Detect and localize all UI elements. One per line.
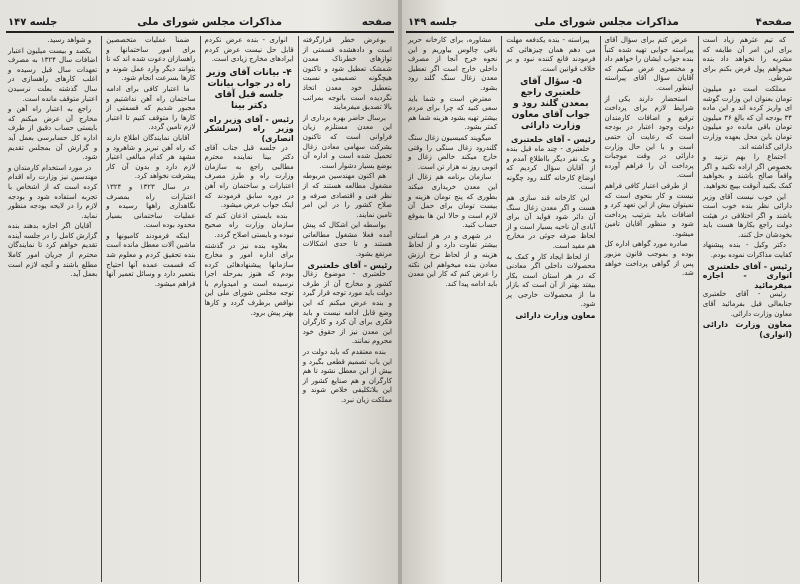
columns [4,36,396,582]
paragraph: یکصد و بیست میلیون اعتبار اضافات سال ۱۳۲۴ به مصرف تعهدات سال قبل رسیده و اغلب کارهای راهسازی در سال گذشته بعلت نرسیدن اعتبار متوقف مانده است. [8,46,98,103]
paragraph: خلعتبری - موضوع زغال کشور و مخارج آن از طرف دولت باید مورد توجه قرار گیرد و بنده عرض میکنم که این وضع قابل ادامه نیست و باید فکری برای آن کرد و کارگران این معدن نیز از حقوق خود محروم نمانند. [302,270,392,346]
paragraph: بواسطه این اشکال که پیش آمده فعلا مشغول مطالعاتی هستند و تا حدی اشکالات مرتفع بشود. [302,221,392,259]
speaker-label: معاون وزارت دارائی (انواری) [702,320,792,339]
paragraph: ما اعتبار کافی برای ادامه ساختمان راه آهن نداشتیم و مجبور شدیم که قسمتی از کارها را متوقف کنیم تا اعتبار لازم تامین گردد. [106,84,196,132]
page-header [8,14,392,30]
header-rule [406,31,794,33]
column [200,36,298,582]
speaker-label: رئیس - آقای خلعتبری [707,261,792,271]
paragraph: بعلاوه بنده نیز در گذشته برای اداره امور و مخارج سازمانها پیشنهادهائی کرده بودم که هنوز بمرحله اجرا نرسیده است و امیدوارم با توجه مجلس شورای ملی این نواقص برطرف گردد و کارها بهتر پیش برود. [204,241,294,317]
paragraph: عرض کنم برای سؤال آقای پیراسته جوابی تهیه شده کتباً بنده جواب ایشان را خواهم داد و مختصری عرض میکنم که آقایان سؤال آقای پیراسته اینطور است. [604,36,694,92]
speaker-label: وزیر راه (سرلشکر انصاری) [204,124,294,143]
paragraph: انواری - بنده عرض نکردم قابل حل نیست عرض کردم ایرادهای مخارج زیادی است. [204,36,294,64]
paragraph: ضمناً عملیات متخصصین برای امور ساختمانها و راهسازان دعوت شده اند که تا بتوانند دیگر وارد عمل شوند و کارها بسرعت انجام شود. [106,36,196,83]
paragraph: از لحاظ ایجاد کار و کمک به محصولات داخلی اگر معادنی که در هر استان است بکار بیفتد بهتر از آن است که بازار ما از محصولات خارجی پر شود. [506,252,596,309]
paragraph: معترض است و شما باید سعی کنید که چرا برای مردم بیشتر تهیه بشود هزینه شما هم کمتر بشود. [408,94,498,132]
header-rule [6,31,394,33]
paragraph: آقایان نمایندگان اطلاع دارند که راه آهن تبریز و شاهرود و مشهد هر کدام مبالغی اعتبار لازم دارد و بدون آن کار پیشرفت نخواهد کرد. [106,133,196,181]
column [4,36,101,582]
column [501,36,599,582]
paragraph: در جلسه قبل جناب آقای دکتر بینا نماینده محترم مطالبی راجع به سازمان وزارت راه و طرز مصرف اعتبارات و ساختمان راه آهن در دوره سابق فرمودند که اینک جواب عرض میشود. [204,143,294,210]
page-gutter [398,0,402,584]
paragraph: در مورد استخدام کارمندان و مهندسین نیز وزارت راه اقدام کرده است که از اشخاص با تجربه استفاده شود و بودجه لازم را در لایحه بودجه منظور نماید. [8,163,98,220]
paragraph: بنده معتقدم که باید دولت در این باب تصمیم قطعی بگیرد و بیش از این معطل نشود تا هم کارگران و هم صنایع کشور از این بلاتکلیفی خلاص شوند و مملکت زیان نبرد. [302,348,392,404]
speaker-label: معاون وزارت دارائی [515,311,596,321]
paragraph: رئیس - آقای خلعتبری جنابعالی قبل بفرمائید آقای معاون وزارت دارائی. [702,290,792,318]
session-label: جلسه ۱۴۹ [408,16,458,28]
paragraph: صادره مورد گواهی اداره کل بوده و بموجب قانون مزبور پس از گواهی پرداخت خواهد شد. [604,240,694,278]
paragraph: برسال حاضر بهره برداری از این معدن مستلزم زیان فراوانی است که تاکنون بشرکت سهامی معادن زغال تحمیل شده است و اداره آن بوضع بسیار دشوار است. [302,113,392,170]
paragraph: بوعرض خطر قرارگرفته است و دادهشده قسمتی از توازهای خطرناک معدن شمشک تعطیل شود و تاکنون هیچگونه تصمیمی نسبت بتعطیل خود معدن اتخاذ نگردیده است باتوجه بمراتب بالا تصدیق میفرمایند [302,36,392,112]
right-page [400,0,800,584]
page-title: مذاکرات مجلس شورای ملی [534,16,679,28]
session-label: جلسه ۱۴۷ [8,16,58,28]
page-title: مذاکرات مجلس شورای ملی [137,16,282,28]
paragraph: اجتماع را بهم نزنید و بخصوص اگر اراده تکنید و اگر واقعاً صالح باشند و بخواهید کمک بکنید آنوقت بپیچ نخواهید. [702,153,792,190]
paragraph: خلعتبری - چند ماه قبل بنده و یک نفر دیگر بااطلاع آمدم و از آقایان سؤال کردیم که اوضاع کارخانه گلند رود چگونه است. [506,144,596,192]
speaker-label: رئیس - آقای خلعتبری [307,260,392,270]
paragraph: این کارخانه قند سازی هم هست و اگر معدن زغال سنگ آن دائر شود فواید آن برای آبادی آن ناحیه بسیار است و از لحاظ صرفه جوئی در مخارج هم مفید است. [506,193,596,250]
paragraph: از طرفی اعتبار کافی فراهم نیست و کار بنحوی است که نمیتوان بیش از این تعهد کرد و اضافات باید بترتیب پرداخت شود و منظور آقایان تامین میشود. [604,181,694,238]
columns [404,36,796,582]
page-label: صفحه۴ [755,16,792,28]
paragraph: میگویند کمیسیون زغال سنگ گلندرود زغال سنگی را وقتی خارج میکند خالص زغال و اتوبی روز نه هزار تن است. [408,133,498,171]
paragraph: که تیم عثرهم زیاد است برای این امر آن طایفه که مشریه را نخواهد داد بنده میخواهم پول قرض بکنم برای شرطی. [702,36,792,83]
paragraph: راجع به اعتبار راه آهن و مخارج آن عرض میکنم که بایستی حساب دقیق از طرف اداره کل حسابرسی بعمل آید و گزارش آن بمجلس تقدیم شود. [8,105,98,162]
column [698,36,796,582]
column [600,36,698,582]
paragraph: اینکه فرمودند کامیونها و ماشین آلات معطل مانده است بنده تحقیق کردم و معلوم شد که قسمت عمده آنها احتیاج بتعمیر دارد و وسائل تعمیر آنها فراهم میشود. [106,231,196,288]
paragraph: مملکت است دو میلیون تومان بعنوان این وزارت گوشه ای واریز کرده اند و این ماده ۳۴ بودجه آن که بالغ ۳۶ میلیون تومان باقی مانده دو میلیون تومان باین محل بعهده وزارت دارائی گذاشته اند. [702,84,793,151]
page-header [408,14,792,30]
paragraph: و شواهد رسید. [47,36,92,44]
paragraph: استحضار دارند یکی از شرایط لازم برای پرداخت ترفیع و اضافات کارمندان دولت وجود اعتبار در بودجه است که رعایت آن حتمی است و با این حال وزارت دارائی در وقت موجبات پرداخت آن را فراهم آورده است. [604,94,694,180]
speaker-label: انواری - اجازه میفرمائید [702,271,792,290]
paragraph: پیراسته - بنده یکدفعه مهلت می دهم همان چیزهائی که فرمودند قانع کننده نبود و بر خلاف قوانین است. [506,36,596,73]
paragraph: این خوب نیست آقای وزیر دارائی نظر بنده خوب است باشند و اگر اختلافی در هیئت دولت راجع بکارها هست باید بخودشان حل کنند. [702,192,792,239]
page-label: صفحه [361,16,392,28]
paragraph: دکتر وکیل - بنده پیشنهاد کفایت مذاکرات نموده بودم. [702,241,792,260]
speaker-label: رئیس - آقای وزیر راه [209,114,294,124]
paragraph: هم اکنون مهندسین مربوطه مشغول مطالعه هستند که از نظر فنی و اقتصادی صرفه و صلاح کشور را در این امر تامین نمایند. [302,172,392,219]
section-heading: ۴- بیانات آقای وزیر راه در جواب بیانات جلسه قبل آقای دکتر بینا [206,67,292,111]
column [404,36,501,582]
section-heading: ۵- سؤال آقای خلعتبری راجع بمعدن گلند رود و جواب آقای معاون وزارت دارائی [511,77,591,132]
paragraph: بنده بایستی اذعان کنم که سازمان وزارت راه صحیح نبوده و بایستی اصلاح گردد. [204,211,294,239]
column [101,36,199,582]
paragraph: آقایان اگر اجازه بدهند بنده گزارش کامل را در جلسه آینده تقدیم خواهم کرد تا نمایندگان محترم از جریان امور کاملا مطلع باشند و آنچه لازم است بعمل آید. [8,222,98,279]
paragraph: مشاوره، برای کارخانه حریر باقی چالوس بیاوریم و این نحوه خرج آنجا از مصرف داخلی خارج است اگر تعطیل معدن زغال سنگ گلند رود بشود. [408,36,498,92]
column [298,36,396,582]
paragraph: در سال ۱۳۲۳ و ۱۳۲۴ اعتبارات راه بمصرف نگاهداری راهها رسیده و عملیات ساختمانی بسیار محدود بوده است. [106,182,196,230]
speaker-label: رئیس - آقای خلعتبری [510,135,596,145]
paragraph: سازمان برنامه هم زغال از این معدن خریداری میکند بطوری که پنج تومان هزینه و بیست تومان برای حمل آن لازم است و حالا این ها بموقع حساب کنید. [408,173,498,230]
paragraph: در شهری و در هر استانی بیشتر تفاوت دارد و از لحاظ هزینه و از لحاظ نرخ ارزش معادن بنده میخواهم این نکته را عرض کنم که کار این معدن باید ادامه پیدا کند. [408,231,498,288]
